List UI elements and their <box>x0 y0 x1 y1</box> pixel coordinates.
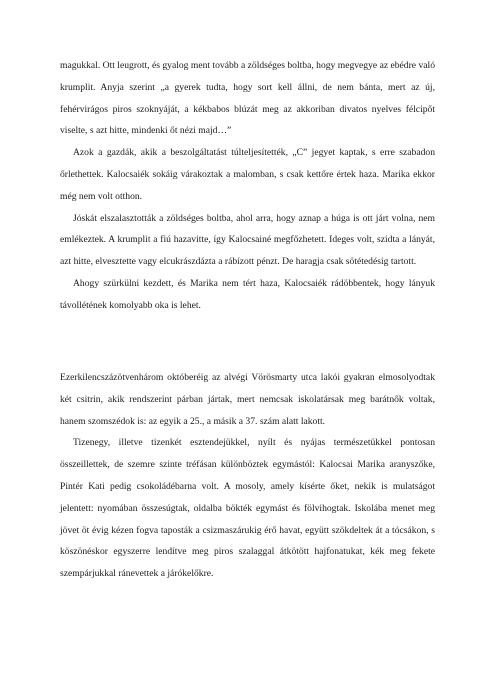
paragraph: magukkal. Ott leugrott, és gyalog ment tovább a zöldséges boltba, hogy megvegye az ebédre való krumplit. Anyja szerint „a gyerek tudta, hogy sort kell állni, de nem bánta, mert az új, fehérvirágos piros szoknyáját, a kékbabos blúzát meg az akkoriban divatos nyelves félcipőt viselte, s azt hitte, mindenki őt nézi majd…” <box>60 60 435 137</box>
paragraph: Ezerkilencszázötvenhárom októberéig az alvégi Vörösmarty utca lakói gyakran elmosolyodtak két csitrin, akik rendszerint párban jártak, mert nemcsak iskolatársak meg barátnők voltak, hanem szomszédok is: az egyik a 25., a másik a 37. szám alatt lakott. <box>60 372 435 427</box>
paragraph: Jóskát elszalasztották a zöldséges boltba, ahol arra, hogy aznap a húga is ott járt volna, nem emlékeztek. A krumplit a fiú hazavitte, így Kalocsainé megfőzhetett. Ideges volt, szidta a lányát, azt hitte, elvesztette vagy elcukrászdázta a rábízott pénzt. De haragja csak sötétedésig tartott. <box>60 212 435 268</box>
paragraph: Ahogy szürkülni kezdett, és Marika nem tért haza, Kalocsaiék rádöbbentek, hogy lányuk távollétének komolyabb oka is lehet. <box>60 277 435 311</box>
text-section-1 <box>60 55 435 317</box>
text-section-2 <box>60 367 435 585</box>
paragraph: Azok a gazdák, akik a beszolgáltatást túlteljesítették, „C” jegyet kaptak, s erre szabadon őrlethettek. Kalocsaiék sokáig várakoztak a malomban, s csak kettőre értek haza. Marika ekkor még nem volt otthon. <box>60 147 435 202</box>
paragraph: Tizenegy, illetve tizenkét esztendejükkel, nyílt és nyájas természetükkel pontosan összeillettek, de szemre szinte tréfásan különböztek egymástól: Kalocsai Marika aranyszőke, Pintér Kati pedig csokoládébarna volt. A mosoly, amely kísérte őket, nekik is mulatságot jelentett: nyomában összesúgtak, oldalba bökték egymást és fölvihogtak. Iskolába menet meg jövet öt évig kézen fogva taposták a csizmaszárukig érő havat, együtt szökdeltek át a tócsákon, s köszönéskor egyszerre lendítve meg piros szalaggal átkötött hajfonatukat, kék meg fekete szempárjukkal ránevettek a járókelőkre. <box>60 437 435 580</box>
